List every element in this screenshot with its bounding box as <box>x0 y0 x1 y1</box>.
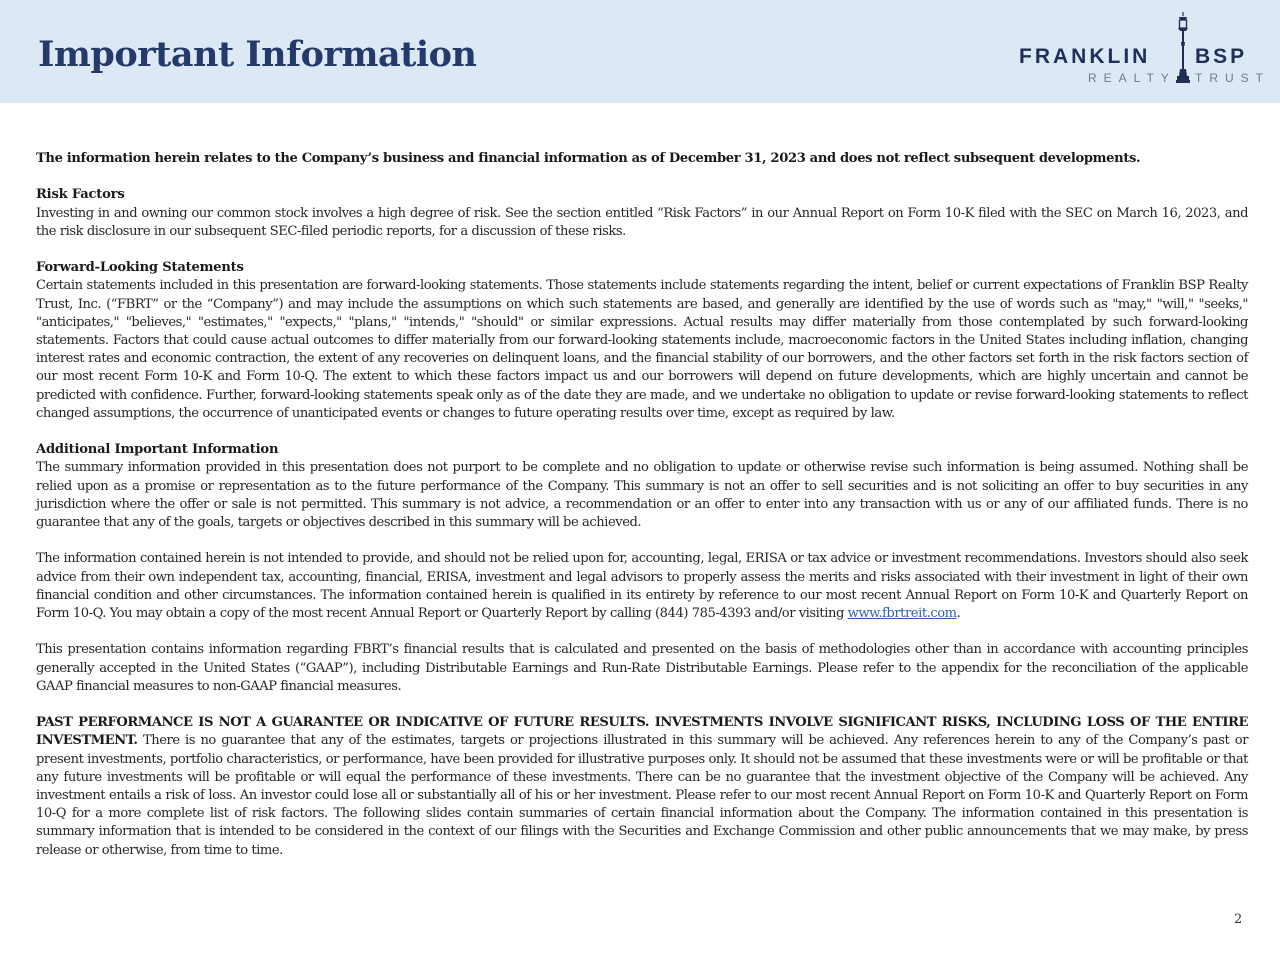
section-body: Investing in and owning our common stock involves a high degree of risk. See the section entitled “Risk Factors” in our Annual Report on Form 10-K filed with the SEC on March 16, 2023, and the risk disclosure in our subsequent SEC-filed periodic reports, for a discussion of these risks. <box>36 205 1248 239</box>
lamp-post-icon <box>1174 12 1192 84</box>
past-performance-text: There is no guarantee that any of the estimates, targets or projections illustrated in this summary will be achieved. Any references herein to any of the Company’s past or present investments, portfolio characteristics, or performance, have been provided for illustrative purposes only. It should not be assumed that these investments were or will be profitable or that any future investments will be profitable or will equal the performance of these investments. There can be no guarantee that the investment objective of the Company will be achieved. Any investment entails a risk of loss. An investor could lose all or substantially all of his or her investment. Please refer to our most recent Annual Report on Form 10-K and Quarterly Report on Form 10-Q for a more complete list of risk factors. The following slides contain summaries of certain financial information about the Company. The information contained in this presentation is summary information that is intended to be considered in the context of our filings with the Securities and Exchange Commission and other public announcements that we may make, by press release or otherwise, from time to time. <box>36 733 1248 858</box>
section-body: This presentation contains information regarding FBRT’s financial results that is calculated and presented on the basis of methodologies other than in accordance with accounting principles generally accepted in the United States (“GAAP”), including Distributable Earnings and Run-Rate Distributable Earnings. Please refer to the appendix for the reconciliation of the applicable GAAP financial measures to non-GAAP financial measures. <box>36 642 1248 694</box>
past-performance-warning: PAST PERFORMANCE IS NOT A GUARANTEE OR INDICATIVE OF FUTURE RESULTS. INVESTMENTS INVOLVE SIGNIFICANT RISKS, INCLUDING LOSS OF THE ENTIRE INVESTMENT. <box>36 715 1248 749</box>
section-body: The summary information provided in this presentation does not purport to be complete and no obligation to update or otherwise revise such information is being assumed. Nothing shall be relied upon as a promise or representation as to the future performance of the Company. This summary is not an offer to sell securities and is not soliciting an offer to buy securities in any jurisdiction where the offer or sale is not permitted. This summary is not advice, a recommendation or an offer to enter into any transaction with us or any of our affiliated funds. There is no guarantee that any of the goals, targets or objectives described in this summary will be achieved. <box>36 460 1248 531</box>
franklin-bsp-logo <box>1016 12 1268 87</box>
trailing-period: . <box>956 606 961 622</box>
section-body: Certain statements included in this presentation are forward-looking statements. Those statements include statements regarding the intent, belief or current expectations of Franklin BSP Realty Trust, Inc. (“FBRT” or the “Company”) and may include the assumptions on which such statements are based, and generally are identified by the use of words such as "may," "will," "seeks," "anticipates," "believes," "estimates," "expects," "plans," "intends," "should" or similar expressions. Actual results may differ materially from those contemplated by such forward-looking statements. Factors that could cause actual outcomes to differ materially from our forward-looking statements include, macroeconomic factors in the United States including inflation, changing interest rates and economic contraction, the extent of any recoveries on delinquent loans, and the financial stability of our borrowers, and the other factors set forth in the risk factors section of our most recent Form 10-K and Form 10-Q. The extent to which these factors impact us and our borrowers will depend on future developments, which are highly uncertain and cannot be predicted with confidence. Further, forward-looking statements speak only as of the date they are made, and we undertake no obligation to update or revise forward-looking statements to reflect changed assumptions, the occurrence of unanticipated events or changes to future operating results over time, except as required by law. <box>36 278 1248 421</box>
slide-header <box>0 0 1280 103</box>
section-heading: Additional Important Information <box>36 442 279 458</box>
section-forward-looking-statements <box>36 259 1248 423</box>
lead-statement: The information herein relates to the Company’s business and financial information as of December 31, 2023 and does not reflect subsequent developments. <box>36 151 1141 166</box>
logo-text-realty: REALTY <box>1088 71 1176 85</box>
section-not-advice <box>36 550 1248 623</box>
section-additional-important-information <box>36 441 1248 532</box>
section-past-performance <box>36 714 1248 860</box>
logo-text-bsp: BSP <box>1195 45 1248 68</box>
page-number: 2 <box>1234 912 1243 927</box>
section-heading: Risk Factors <box>36 187 125 203</box>
section-heading: Forward-Looking Statements <box>36 260 244 276</box>
disclaimer-content <box>36 150 1248 860</box>
page-title: Important Information <box>38 34 477 75</box>
section-non-gaap <box>36 641 1248 696</box>
section-body <box>36 714 1248 860</box>
logo-text-trust: TRUST <box>1195 71 1270 85</box>
section-body <box>36 550 1248 623</box>
logo-text-franklin: FRANKLIN <box>1019 45 1151 68</box>
not-advice-text: The information contained herein is not intended to provide, and should not be relied upon for, accounting, legal, ERISA or tax advice or investment recommendations. Investors should also seek advice from their own independent tax, accounting, financial, ERISA, investment and legal advisors to properly assess the merits and risks associated with their investment in light of their own financial condition and other circumstances. The information contained herein is qualified in its entirety by reference to our most recent Annual Report on Form 10-K and Quarterly Report on Form 10-Q. You may obtain a copy of the most recent Annual Report or Quarterly Report by calling (844) 785-4393 and/or visiting <box>36 551 1248 622</box>
fbrt-website-link[interactable]: www.fbrtreit.com <box>847 606 957 622</box>
section-risk-factors <box>36 186 1248 241</box>
